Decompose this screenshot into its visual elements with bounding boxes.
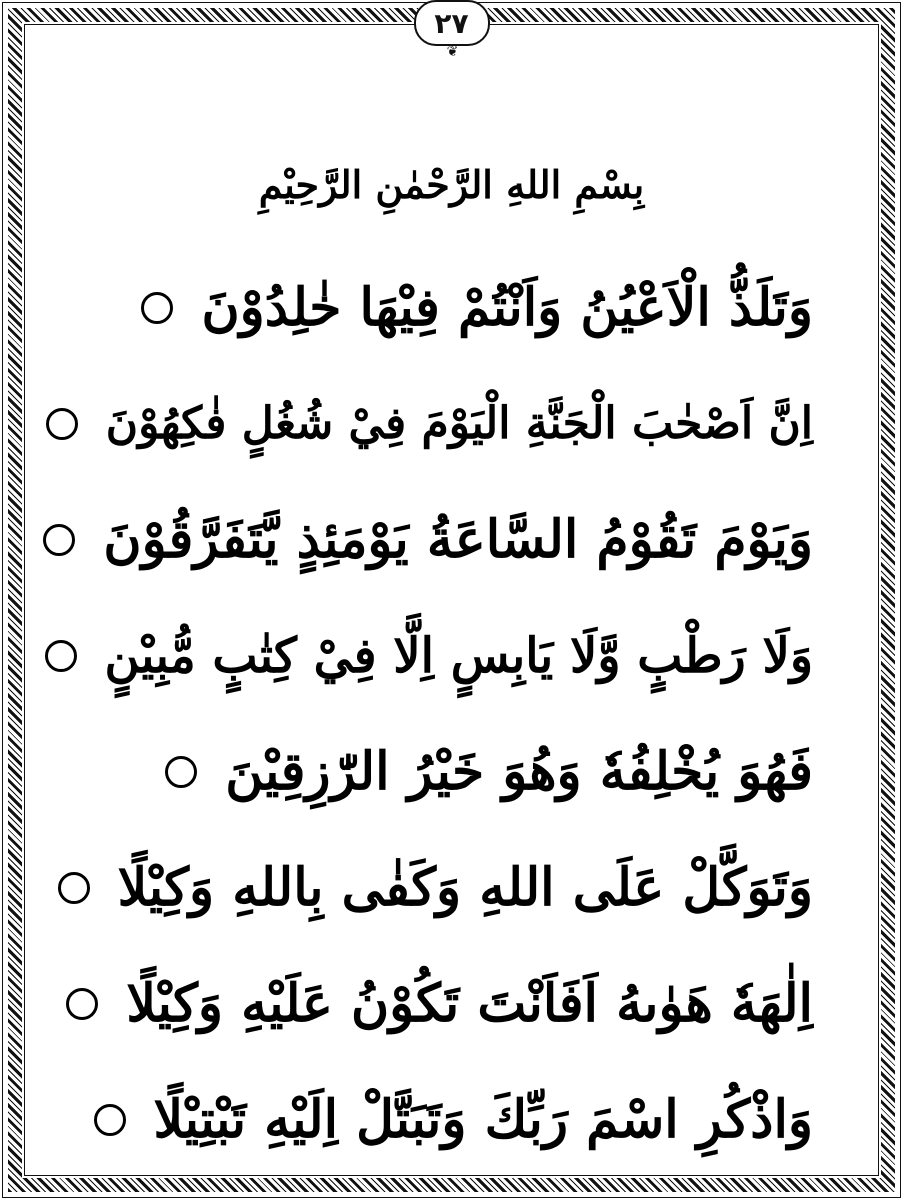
verse-text: اِلٰهَهٗ هَوٰىهُ اَفَاَنْتَ تَكُوْنُ عَلَيْهِ وَكِيْلًا <box>126 973 813 1034</box>
verse-line <box>40 946 863 1062</box>
verse-end-circle-icon <box>45 640 77 672</box>
verse-end-circle-icon <box>94 1104 126 1136</box>
verse-line <box>40 250 863 366</box>
page-number-ornament-icon: ❦ <box>446 44 457 60</box>
verse-line <box>40 1062 863 1178</box>
verse-line <box>40 830 863 946</box>
verse-text: وَتَلَذُّ الْاَعْيُنُ وَاَنْتُمْ فِيْهَا خٰلِدُوْنَ <box>201 277 813 338</box>
verse-text: وَاذْكُرِ اسْمَ رَبِّكَ وَتَبَتَّلْ اِلَيْهِ تَبْتِيْلًا <box>153 1089 813 1150</box>
verse-text: اِنَّ اَصْحٰبَ الْجَنَّةِ الْيَوْمَ فِيْ شُغُلٍ فٰكِهُوْنَ <box>105 398 813 449</box>
page-number: ٢٧ <box>414 0 490 46</box>
verse-end-circle-icon <box>46 408 78 440</box>
verse-text: وَلَا رَطْبٍ وَّلَا يَابِسٍ اِلَّا فِيْ كِتٰبٍ مُّبِيْنٍ <box>104 628 813 684</box>
verse-line <box>40 714 863 830</box>
verse-line <box>40 366 863 482</box>
verse-text: فَهُوَ يُخْلِفُهٗ وَهُوَ خَيْرُ الرّٰزِقِيْنَ <box>225 741 813 802</box>
verse-text: وَتَوَكَّلْ عَلَى اللهِ وَكَفٰى بِاللهِ وَكِيْلًا <box>117 857 813 918</box>
verse-end-circle-icon <box>43 524 75 556</box>
bismillah-heading: بِسْمِ اللهِ الرَّحْمٰنِ الرَّحِيْمِ <box>258 162 645 207</box>
verse-line <box>40 598 863 714</box>
verse-end-circle-icon <box>165 756 197 788</box>
verse-end-circle-icon <box>141 292 173 324</box>
page-content <box>40 150 863 1178</box>
verse-end-circle-icon <box>66 988 98 1020</box>
verse-text: وَيَوْمَ تَقُوْمُ السَّاعَةُ يَوْمَئِذٍ يَّتَفَرَّقُوْنَ <box>103 509 813 570</box>
verse-end-circle-icon <box>58 872 90 904</box>
verse-line <box>40 482 863 598</box>
